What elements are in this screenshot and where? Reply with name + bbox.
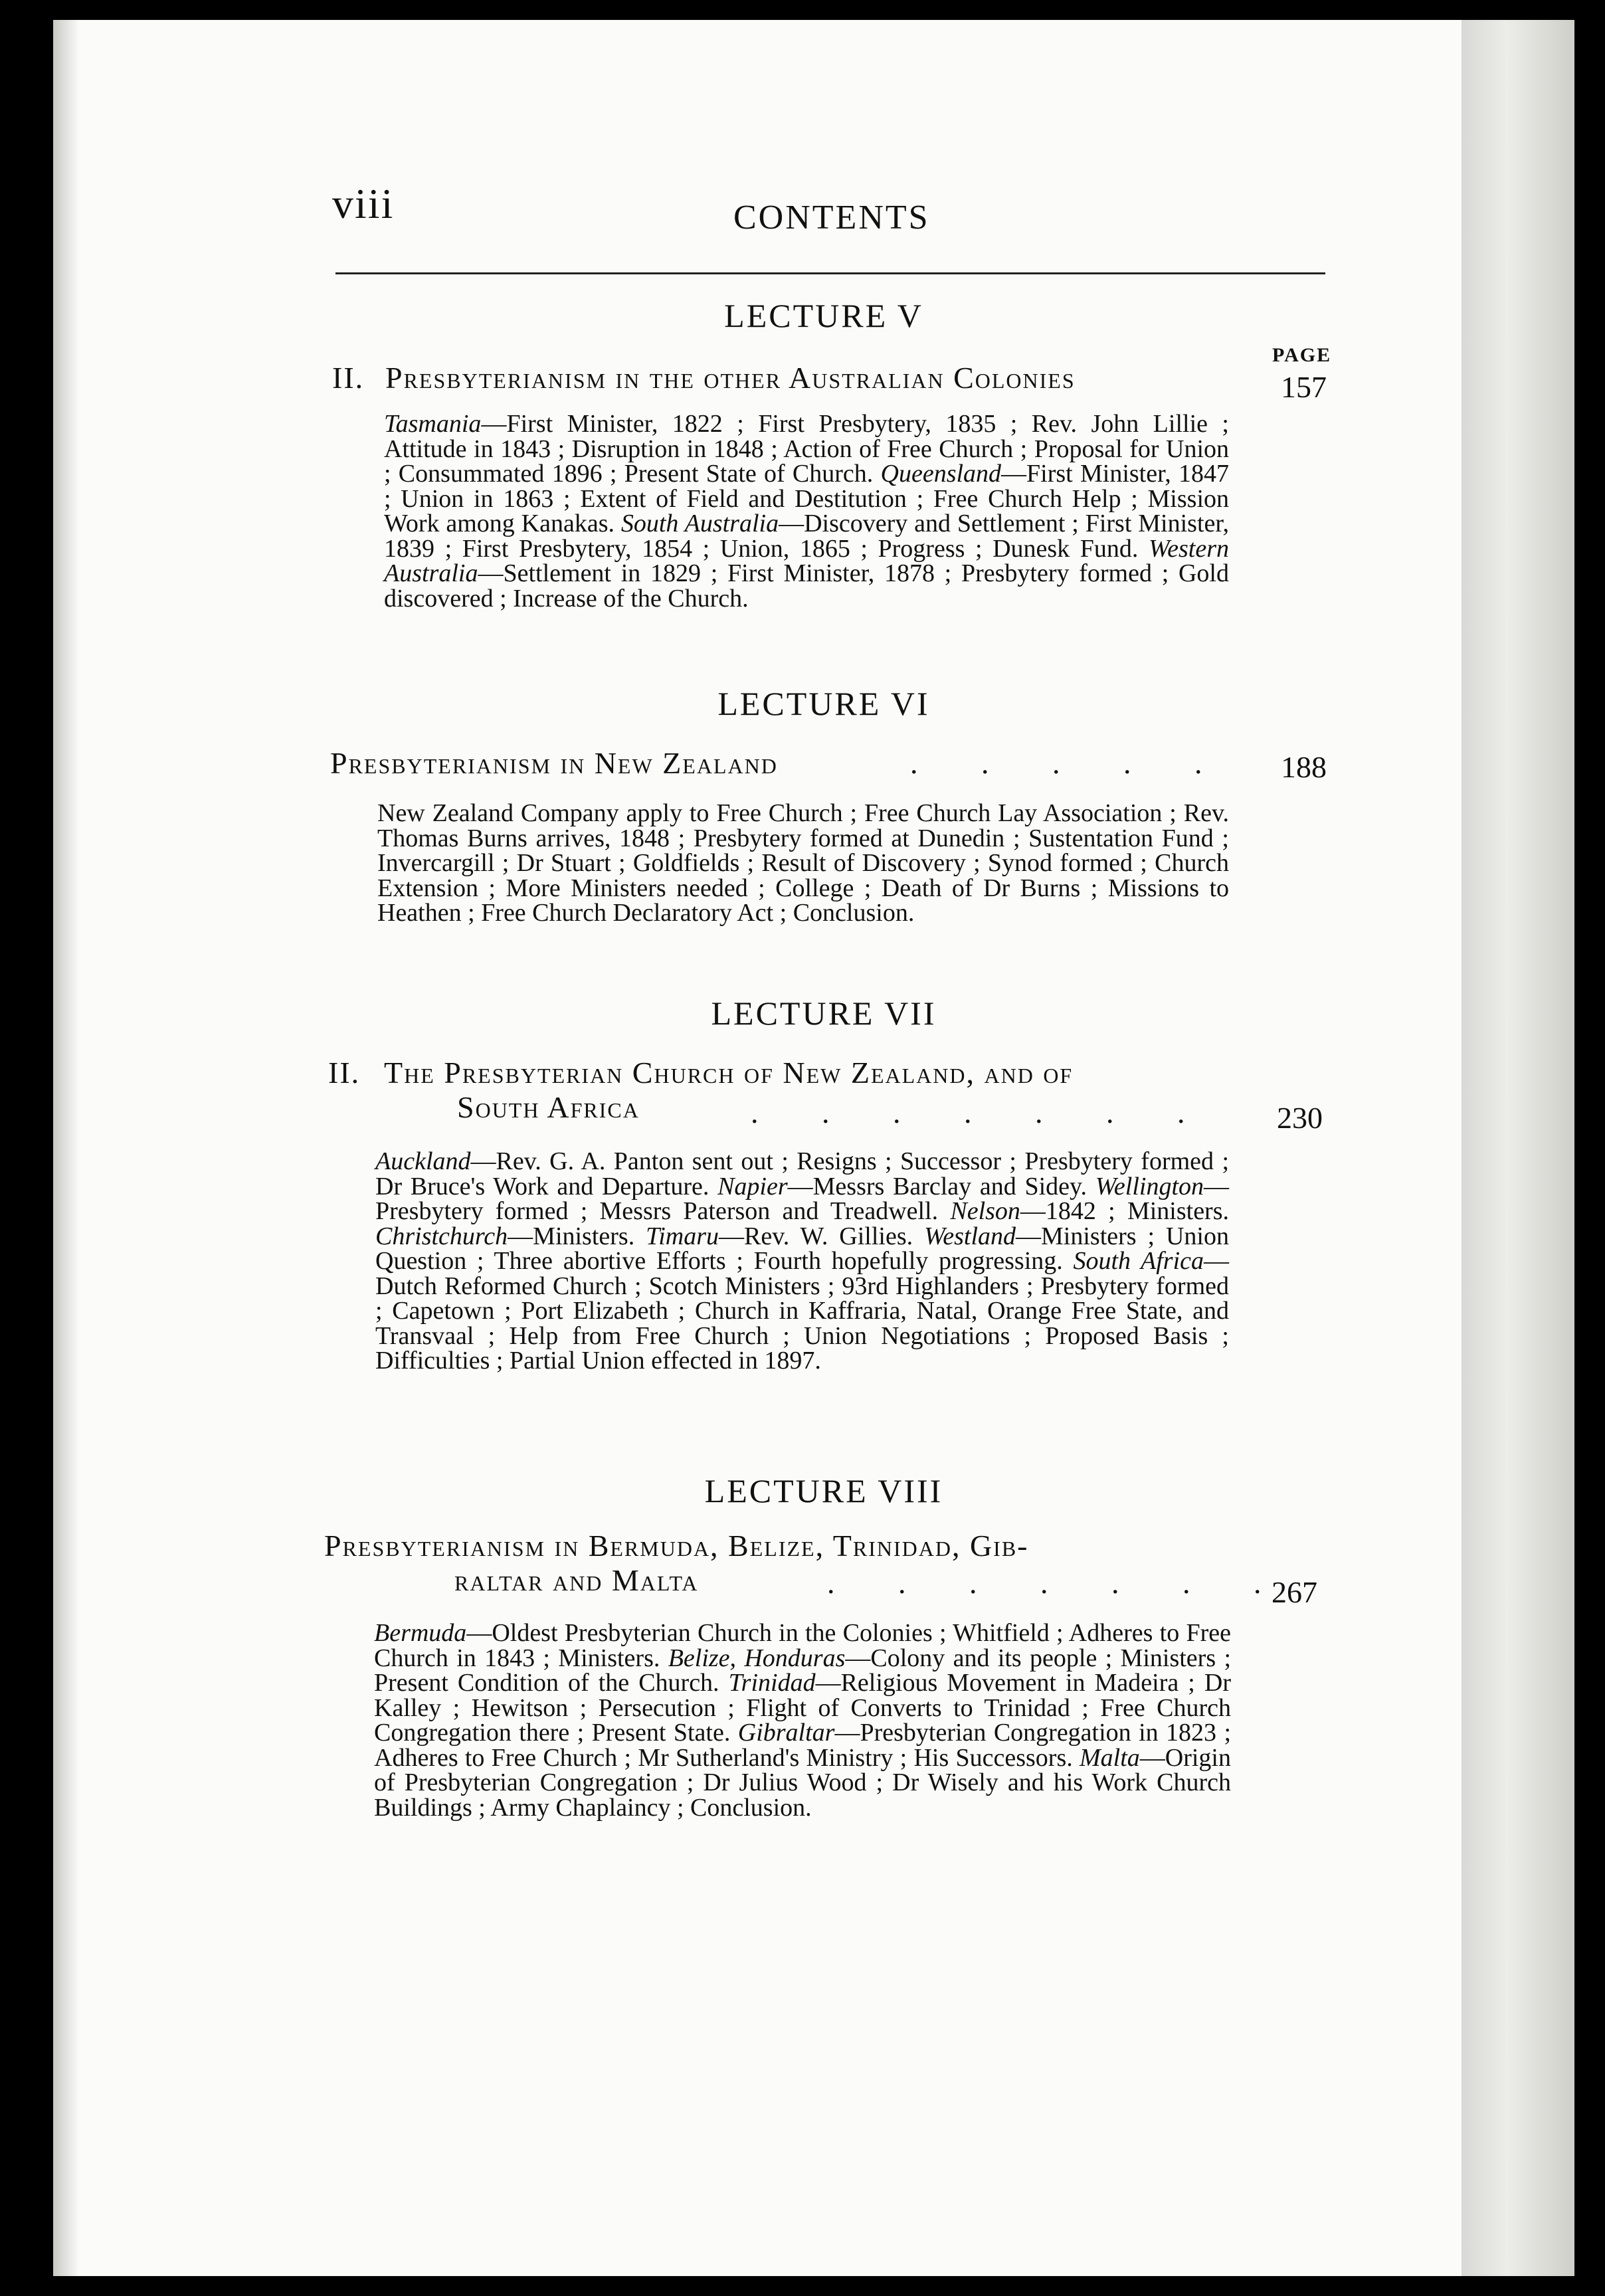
place-name: Westland bbox=[924, 1222, 1016, 1250]
page-number: 157 bbox=[1281, 370, 1327, 404]
summary-text: —First Minister, 1847 ; Union in 1863 ; Extent of Field and Destitution ; Free Church Help ; Mission Work among Kanakas. bbox=[384, 460, 1229, 537]
place-name: Auckland bbox=[375, 1147, 471, 1175]
summary-text: —1842 ; Ministers. bbox=[1020, 1197, 1230, 1225]
section-summary bbox=[374, 1621, 1231, 1820]
lecture-heading: LECTURE VIII bbox=[704, 1472, 943, 1509]
lecture-heading: LECTURE V bbox=[724, 297, 923, 334]
page-number: 188 bbox=[1281, 750, 1327, 784]
place-name: South Africa bbox=[1073, 1247, 1204, 1275]
section-summary bbox=[384, 412, 1229, 611]
section-title-continued: South Africa bbox=[457, 1090, 640, 1124]
page-number: 230 bbox=[1277, 1101, 1323, 1135]
section-summary bbox=[375, 1149, 1229, 1374]
summary-text: —Presbytery formed ; Messrs Paterson and Treadwell. bbox=[375, 1172, 1230, 1225]
leader-dots: . . . . . . . bbox=[827, 1566, 1289, 1600]
summary-text: —Rev. W. Gillies. bbox=[718, 1222, 913, 1250]
place-name: Wellington bbox=[1095, 1172, 1204, 1200]
summary-text: —Origin of Presbyterian Congregation ; Dr Julius Wood ; Dr Wisely and his Work Church Buildings ; Army Chaplaincy ; Conclusion. bbox=[374, 1743, 1231, 1822]
leader-dots: . . . . . bbox=[910, 746, 1230, 780]
summary-text: —Dutch Reformed Church ; Scotch Ministers ; 93rd Highlanders ; Presbytery formed ; Capetown ; Port Elizabeth ; Church in Kaffraria, Natal, Orange Free State, and Transvaal ; Help from Free Church ; Union Negotiations ; Proposed Basis ; Difficulties ; Partial Union effected in 1897. bbox=[375, 1247, 1229, 1375]
place-name: Malta bbox=[1080, 1743, 1140, 1772]
section-number: II. bbox=[332, 361, 365, 395]
summary-text: —Rev. G. A. Panton sent out ; Resigns ; Successor ; Presbytery formed ; Dr Bruce's Work and Departure. bbox=[375, 1147, 1229, 1200]
summary-text: New Zealand Company apply to Free Church ; Free Church Lay Association ; Rev. Thomas Burns arrives, 1848 ; Presbytery formed at Dunedin ; Sustentation Fund ; Invercargill ; Dr Stuart ; Goldfields ; Result of Discovery ; Synod formed ; Church Extension ; More Ministers needed ; College ; Death of Dr Burns ; Missions to Heathen ; Free Church Declaratory Act ; Conclusion. bbox=[377, 799, 1229, 927]
summary-text: —Oldest Presbyterian Church in the Colonies ; Whitfield ; Adheres to Free Church in 1843 ; Ministers. bbox=[374, 1619, 1231, 1672]
page-column-label: PAGE bbox=[1272, 344, 1332, 366]
summary-text: —Religious Movement in Madeira ; Dr Kalley ; Hewitson ; Persecution ; Flight of Converts to Trinidad ; Free Church Congregation there ; Present State. bbox=[374, 1669, 1231, 1747]
place-name: Queensland bbox=[880, 460, 1002, 488]
summary-text: —Colony and its people ; Ministers ; Present Condition of the Church. bbox=[374, 1644, 1231, 1697]
leader-dots: . . . . . . . bbox=[751, 1096, 1213, 1129]
section-title-continued: raltar and Malta bbox=[454, 1563, 699, 1597]
place-name: Timaru bbox=[646, 1222, 719, 1250]
lecture-heading: LECTURE VI bbox=[717, 685, 930, 722]
folio: viii bbox=[332, 180, 395, 227]
place-name: Western Australia bbox=[384, 534, 1230, 587]
place-name: Trinidad bbox=[728, 1669, 816, 1697]
summary-text: —Ministers ; Union Question ; Three abortive Efforts ; Fourth hopefully progressing. bbox=[375, 1222, 1229, 1275]
place-name: Christchurch bbox=[375, 1222, 508, 1250]
summary-text: —Settlement in 1829 ; First Minister, 1878 ; Presbytery formed ; Gold discovered ; Increase of the Church. bbox=[384, 559, 1229, 613]
adjacent-page-edge bbox=[1462, 20, 1574, 2276]
place-name: Bermuda bbox=[374, 1619, 467, 1647]
section-number: II. bbox=[328, 1056, 361, 1090]
place-name: Napier bbox=[717, 1172, 788, 1200]
place-name: South Australia bbox=[620, 510, 779, 537]
running-head: CONTENTS bbox=[733, 199, 930, 237]
summary-text: —Discovery and Settlement ; First Minister, 1839 ; First Presbytery, 1854 ; Union, 1865 ; Progress ; Dunesk Fund. bbox=[384, 510, 1230, 563]
section-summary bbox=[377, 801, 1229, 926]
section-title: Presbyterianism in Bermuda, Belize, Trinidad, Gib- bbox=[324, 1529, 1029, 1563]
summary-text: —First Minister, 1822 ; First Presbytery, 1835 ; Rev. John Lillie ; Attitude in 1843 ; Disruption in 1848 ; Action of Free Church ; Proposal for Union ; Consummated 1896 ; Present State of Church. bbox=[384, 410, 1229, 488]
section-title: Presbyterianism in the other Australian Colonies bbox=[385, 361, 1076, 395]
place-name: Nelson bbox=[950, 1197, 1020, 1225]
head-rule bbox=[335, 272, 1325, 274]
summary-text: —Ministers. bbox=[508, 1222, 635, 1250]
page-number: 267 bbox=[1272, 1575, 1317, 1609]
summary-text: —Presbyterian Congregation in 1823 ; Adheres to Free Church ; Mr Sutherland's Ministry ; His Successors. bbox=[374, 1719, 1232, 1772]
section-title: The Presbyterian Church of New Zealand, and of bbox=[384, 1056, 1074, 1090]
place-name: Gibraltar bbox=[737, 1719, 835, 1747]
place-name: Tasmania bbox=[384, 410, 482, 438]
section-title: Presbyterianism in New Zealand bbox=[330, 746, 778, 780]
summary-text: —Messrs Barclay and Sidey. bbox=[787, 1172, 1087, 1200]
place-name: Belize, Honduras bbox=[668, 1644, 846, 1672]
page-gutter-shadow bbox=[53, 20, 80, 2276]
lecture-heading: LECTURE VII bbox=[711, 995, 937, 1032]
